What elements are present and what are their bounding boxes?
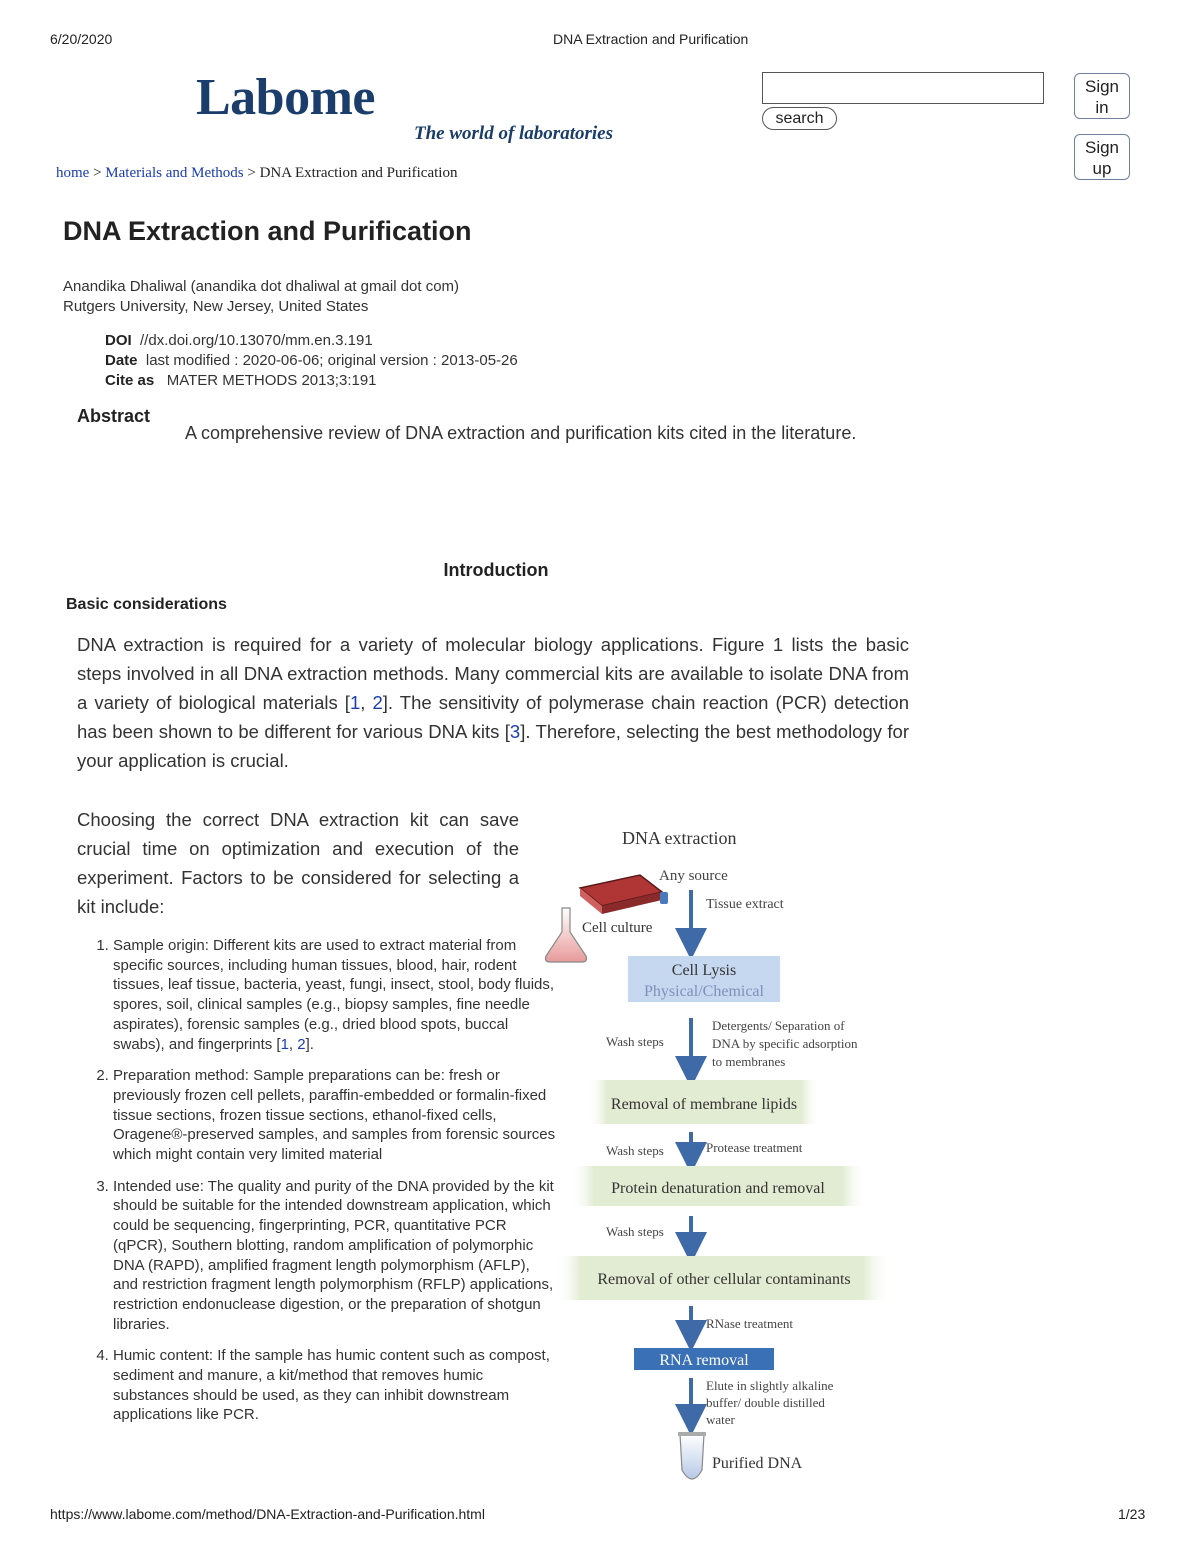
sign-in-label-line1: Sign [1084, 77, 1120, 96]
cite-label: Cite as [105, 372, 155, 389]
ref-link-3[interactable]: 3 [509, 721, 521, 742]
cite-value: MATER METHODS 2013;3:191 [166, 372, 377, 389]
intro-text: DNA extraction is required for a variety of molecular biology applications. Figure 1 lists the basic steps involved in all DNA extraction methods. Many commercial kits are available to isolate DNA from a variety of biological materials [ [77, 634, 909, 713]
doi-value[interactable]: //dx.doi.org/10.13070/mm.en.3.191 [140, 332, 373, 349]
footer-page-number: 1/23 [1118, 1506, 1146, 1522]
figure-step-contaminants: Removal of other cellular contaminants [597, 1271, 851, 1288]
print-date: 6/20/2020 [50, 31, 113, 47]
list-item: 2. Preparation method: Sample preparations can be: fresh or previously frozen cell pellets, paraffin-embedded or formalin-fixed tissue sections, frozen tissue sections, ethanol-fixed cells, Oragene®-preserved samples, and samples from forensic sources which might contain very limited material [113, 1066, 556, 1165]
ref-link-1[interactable]: 1 [349, 692, 361, 713]
search-input[interactable] [762, 72, 1044, 104]
figure-lysis-sub: Physical/Chemical [644, 983, 764, 1000]
kit-choice-paragraph: Choosing the correct DNA extraction kit can save crucial time on optimization and execution of the experiment. Factors to be considered for selecting a kit include: [77, 809, 519, 917]
breadcrumb-home-link[interactable]: home [56, 165, 90, 181]
sign-up-label-line2: up [1092, 159, 1112, 178]
abstract-text: A comprehensive review of DNA extraction and purification kits cited in the literature. [185, 423, 857, 443]
figure-step-membrane: Removal of membrane lipids [610, 1096, 798, 1113]
figure-lysis-label: Cell Lysis [671, 962, 737, 979]
sign-up-label-line1: Sign [1084, 138, 1120, 157]
figure-protease: Protease treatment [706, 1140, 803, 1155]
culture-flask-icon [580, 875, 668, 914]
list-item: 4. Humic content: If the sample has humic content such as compost, sediment and manure, a kit/method that removes humic substances should be used, as they can inhibit downstream applications like PCR. [113, 1346, 556, 1425]
figure-elute-line3: water [706, 1412, 735, 1427]
breadcrumb-current: DNA Extraction and Purification [259, 165, 458, 181]
breadcrumb-separator: > [89, 165, 106, 181]
abstract-heading: Abstract [77, 406, 151, 426]
intro-text: ]. Therefore, selecting the best methodology for your application is crucial. [77, 721, 909, 771]
affiliation-line: Rutgers University, New Jersey, United States [63, 298, 369, 315]
figure-any-source: Any source [659, 868, 728, 884]
figure-elute-line2: buffer/ double distilled [706, 1395, 825, 1410]
list-item [113, 936, 556, 1054]
sign-in-button[interactable] [1074, 73, 1130, 119]
print-page-title: DNA Extraction and Purification [553, 31, 749, 47]
author-line: Anandika Dhaliwal (anandika dot dhaliwal at gmail dot com) [63, 278, 460, 295]
figure-step-protein: Protein denaturation and removal [611, 1180, 825, 1197]
figure-wash-steps: Wash steps [606, 1034, 664, 1049]
figure-detergent-line1: Detergents/ Separation of [712, 1018, 845, 1033]
intro-text: ]. The sensitivity of polymerase chain reaction (PCR) detection has been shown to be different for various DNA kits [ [77, 692, 909, 742]
page-title: DNA Extraction and Purification [63, 216, 472, 246]
list-item-text: , [288, 1035, 298, 1053]
breadcrumb-separator: > [243, 165, 260, 181]
ref-link-2[interactable]: 2 [297, 1035, 306, 1053]
date-value: last modified : 2020-06-06; original version : 2013-05-26 [145, 352, 518, 369]
figure-rnase: RNase treatment [706, 1316, 793, 1331]
site-tagline: The world of laboratories [414, 123, 613, 144]
figure-elute-line1: Elute in slightly alkaline [706, 1378, 834, 1393]
dna-extraction-figure [540, 820, 910, 1500]
doi-label: DOI [105, 332, 132, 349]
breadcrumb [56, 165, 457, 182]
introduction-heading: Introduction [443, 560, 549, 580]
site-logo[interactable]: Labome [196, 69, 375, 126]
figure-title: DNA extraction [622, 828, 737, 848]
intro-text: , [360, 692, 373, 713]
list-item-text: Sample origin: Different kits are used to extract material from specific sources, including human tissues, blood, hair, rodent tissues, leaf tissue, bacteria, yeast, fungi, insect, stool, body fluids, spores, soil, clinical samples (e.g., biopsy samples, fine needle aspirates), forensic samples (e.g., dried blood spots, buccal swabs), and fingerprints [ [113, 937, 555, 1053]
doi-row [105, 332, 373, 349]
ref-link-1[interactable]: 1 [280, 1035, 289, 1053]
sign-in-label-line2: in [1095, 98, 1109, 117]
figure-step-rna: RNA removal [659, 1352, 749, 1369]
figure-wash-steps: Wash steps [606, 1224, 664, 1239]
figure-detergent-line3: to membranes [712, 1054, 786, 1069]
kit-factors-list [77, 936, 556, 1437]
date-label: Date [105, 352, 138, 369]
test-tube-icon [678, 1432, 706, 1479]
figure-cell-culture: Cell culture [582, 920, 653, 936]
search-button[interactable]: search [762, 107, 837, 130]
sign-up-button[interactable] [1074, 134, 1130, 180]
figure-tissue-extract: Tissue extract [706, 897, 784, 912]
figure-detergent-line2: DNA by specific adsorption [712, 1036, 858, 1051]
date-row [105, 352, 518, 369]
figure-wash-steps: Wash steps [606, 1143, 664, 1158]
basic-considerations-heading: Basic considerations [66, 596, 227, 613]
list-item: 3. Intended use: The quality and purity of the DNA provided by the kit should be suitable for the intended downstream application, which could be sequencing, fingerprinting, PCR, quantitative PCR (qPCR), Southern blotting, random amplification of polymorphic DNA (RAPD), amplified fragment length polymorphism (AFLP), and restriction fragment length polymorphism (RFLP) applications, restriction endonuclease digestion, or the preparation of shotgun libraries. [113, 1177, 556, 1335]
breadcrumb-materials-link[interactable]: Materials and Methods [105, 165, 244, 181]
cite-row [105, 372, 377, 389]
ref-link-2[interactable]: 2 [372, 692, 383, 713]
list-item-text: ]. [305, 1035, 314, 1053]
figure-purified-dna: Purified DNA [712, 1455, 803, 1472]
erlenmeyer-flask-icon [546, 908, 587, 962]
footer-url[interactable]: https://www.labome.com/method/DNA-Extraction-and-Purification.html [50, 1506, 485, 1522]
intro-paragraph [77, 630, 909, 775]
